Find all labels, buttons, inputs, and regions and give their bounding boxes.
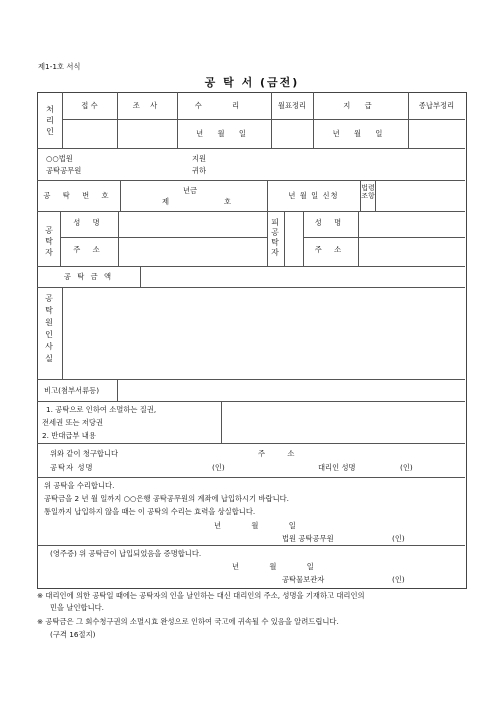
request-line1: 위와 같이 청구합니다 — [50, 449, 119, 458]
beneficiary-label: 피공탁자 — [271, 218, 279, 257]
page-title: 공 탁 서 (금전) — [204, 76, 300, 89]
note-1b: 민을 날인합니다. — [50, 603, 104, 612]
receipt-line1: (영주증) 위 공탁금이 납입되었음을 증명합니다. — [50, 549, 202, 558]
note-1a: ※ 대리인에 의한 공탁일 때에는 공탁자의 인을 날인하는 대신 대리인의 주소, 성명을 기재하고 대리인의 — [37, 591, 365, 600]
note-2: ※ 공탁금은 그 회수청구권의 소멸시효 완성으로 인하여 국고에 귀속될 수 있음을 알려드립니다. — [37, 617, 339, 626]
office-label: 처리인 — [46, 105, 54, 136]
office-date-a: 년 월 일 — [196, 129, 252, 138]
office-date-b: 년 월 일 — [332, 129, 389, 138]
request-depositor-label: 공탁자 성명 — [50, 463, 94, 472]
depositor-addr-label: 주 소 — [73, 245, 105, 254]
request-agent-label: 대리인 성명 — [318, 463, 356, 472]
officer-label: 공탁공무원 — [46, 166, 82, 175]
col-final: 종납부정리 — [418, 101, 455, 110]
accept-line3: 통일까지 납입하지 않을 때는 이 공탁의 수리는 효력을 상실합니다. — [44, 507, 256, 516]
deposit-ho-label: 호 — [224, 197, 232, 206]
request-seal-2: (인) — [400, 463, 413, 472]
deposit-number-label: 공 탁 번 호 — [43, 191, 114, 200]
accept-line2: 공탁금을 2 년 월 일까지 ○○은행 공탁공무원의 계좌에 납입하시기 바랍니다. — [44, 494, 289, 503]
deposit-no-label: 제 — [162, 197, 170, 206]
apply-date-label: 년 월 일 신청 — [288, 191, 339, 200]
receipt-seal: (인) — [392, 575, 405, 584]
deposit-year-label: 년금 — [183, 186, 198, 195]
accept-officer: 법원 공탁공무원 — [282, 534, 334, 543]
form-code: 제1-1호 서식 — [38, 62, 81, 71]
court-label: ○○법원 — [46, 154, 73, 163]
rights-line2: 전세권 또는 저당권 — [42, 418, 104, 427]
beneficiary-name-label: 성 명 — [314, 218, 347, 227]
rights-line1: 1. 공탁으로 인하여 소멸하는 질권, — [46, 405, 157, 414]
honorific: 귀하 — [192, 166, 207, 175]
col-receive: 접 수 — [81, 101, 98, 110]
request-address-label: 주 소 — [258, 449, 305, 458]
accept-line1: 위 공탁을 수리합니다. — [44, 481, 115, 490]
receipt-officer: 공탁물보관자 — [282, 575, 325, 584]
col-monthly: 월표정리 — [277, 101, 307, 110]
cause-label: 공탁원인사실 — [45, 294, 53, 363]
request-seal-1: (인) — [212, 463, 225, 472]
col-investigate: 조 사 — [132, 101, 162, 110]
depositor-label: 공탁자 — [45, 226, 53, 257]
amount-label: 공 탁 금 액 — [63, 272, 114, 281]
paper-size-note: (구격 16절지) — [50, 630, 96, 639]
col-pay: 지 급 — [343, 101, 378, 110]
receipt-date: 년 월 일 — [232, 562, 328, 571]
law-label: 법령조항 — [361, 184, 375, 200]
accept-seal: (인) — [392, 534, 405, 543]
beneficiary-addr-label: 주 소 — [314, 245, 347, 254]
branch-label: 지원 — [192, 154, 207, 163]
remarks-label: 비고(첨부서류등) — [44, 386, 100, 395]
col-accept: 수 리 — [194, 101, 254, 110]
depositor-name-label: 성 명 — [73, 218, 105, 227]
rights-line3: 2. 반대급부 내용 — [42, 431, 96, 440]
accept-date: 년 월 일 — [214, 521, 310, 530]
